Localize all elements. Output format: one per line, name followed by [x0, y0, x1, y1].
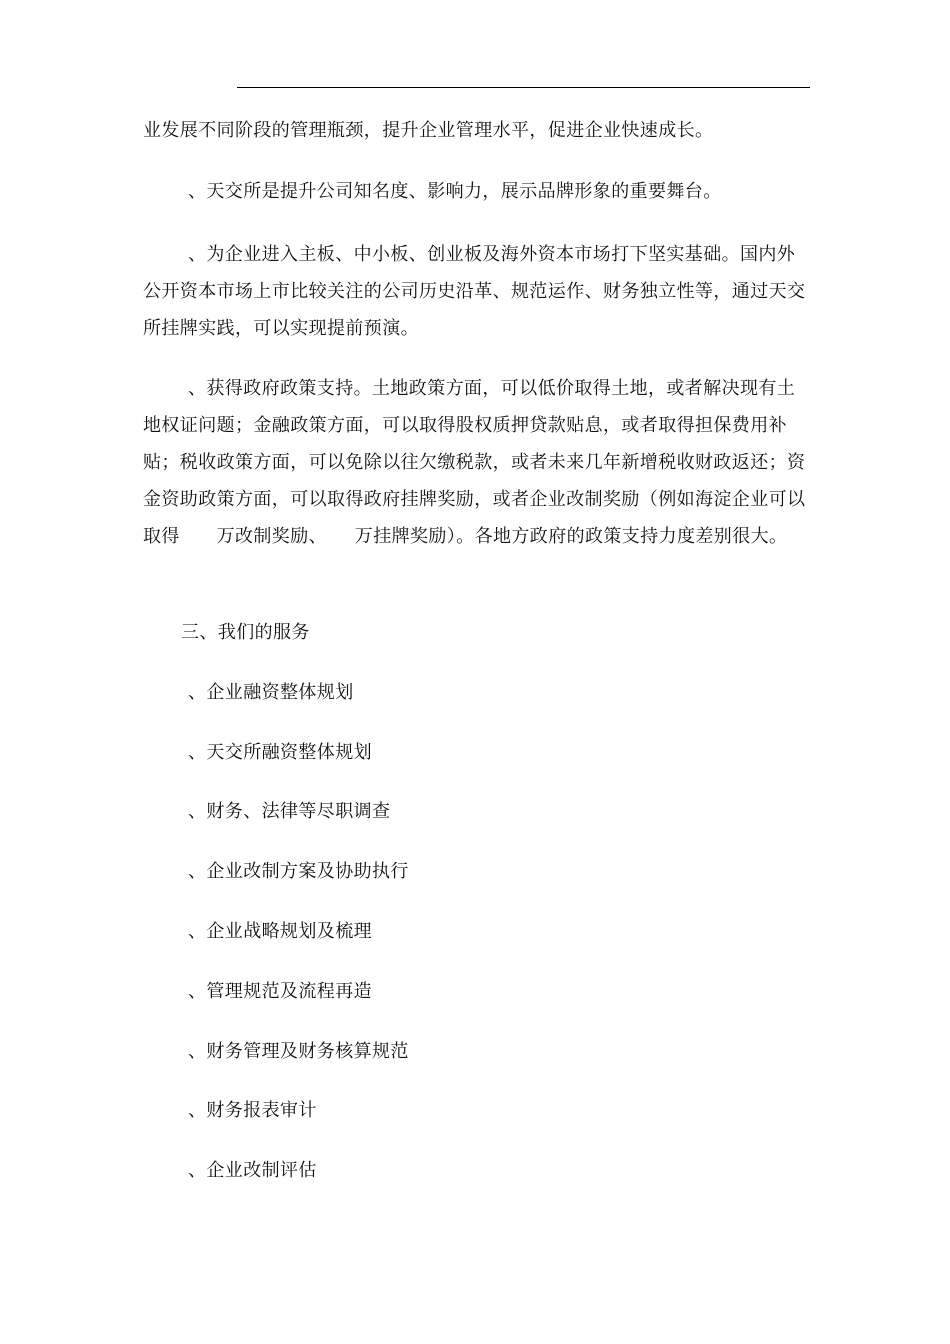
- service-item: 、企业改制评估: [188, 1160, 317, 1181]
- service-item: 、企业改制方案及协助执行: [188, 861, 409, 882]
- service-item: 、管理规范及流程再造: [188, 981, 372, 1002]
- service-item: 、企业战略规划及梳理: [188, 921, 372, 942]
- service-item: 、企业融资整体规划: [188, 682, 354, 703]
- paragraph-capital-market: 、为企业进入主板、中小板、创业板及海外资本市场打下坚实基础。国内外公开资本市场上市比较关注的公司历史沿革、规范运作、财务独立性等，通过天交所挂牌实践，可以实现提前预演。: [143, 244, 806, 339]
- paragraph-continuation: 业发展不同阶段的管理瓶颈，提升企业管理水平，促进企业快速成长。: [143, 120, 714, 141]
- paragraph-policy-support: 、获得政府政策支持。土地政策方面，可以低价取得土地，或者解决现有土地权证问题；金融政策方面，可以取得股权质押贷款贴息，或者取得担保费用补贴；税收政策方面，可以免除以往欠缴税款，或者未来几年新增税收财政返还；资金资助政策方面，可以取得政府挂牌奖励，或者企业改制奖励（例如海淀企业可以取得 万改制奖励、 万挂牌奖励）。各地方政府的政策支持力度差别很大。: [143, 378, 806, 547]
- service-item: 、财务管理及财务核算规范: [188, 1041, 409, 1062]
- service-item: 、财务报表审计: [188, 1100, 317, 1121]
- header-rule: [237, 87, 810, 88]
- paragraph-brand-stage: 、天交所是提升公司知名度、影响力，展示品牌形象的重要舞台。: [188, 181, 722, 202]
- section-heading-services: 三、我们的服务: [181, 622, 310, 643]
- service-item: 、财务、法律等尽职调查: [188, 801, 391, 822]
- service-item: 、天交所融资整体规划: [188, 742, 372, 763]
